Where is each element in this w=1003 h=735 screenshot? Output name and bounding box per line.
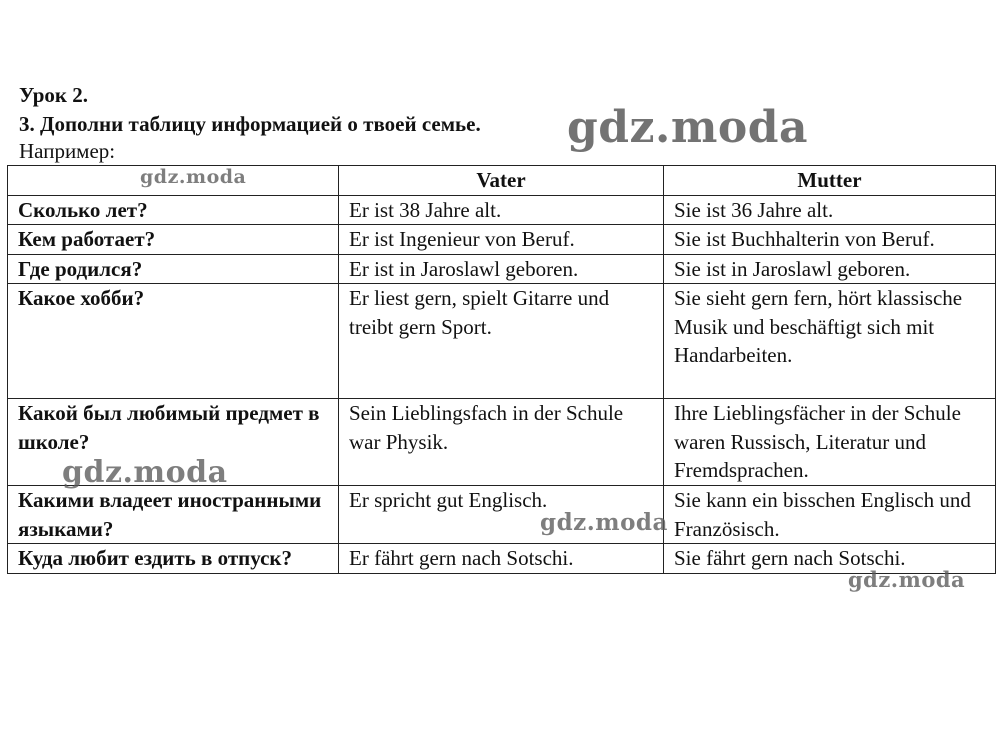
vater-answer-cell: Er ist Ingenieur von Beruf. (339, 225, 664, 255)
question-cell: Какой был любимый предмет в школе? (8, 399, 339, 486)
mutter-answer-cell: Sie fährt gern nach Sotschi. (664, 544, 996, 574)
mutter-answer-cell: Sie ist 36 Jahre alt. (664, 195, 996, 225)
task-text: 3. Дополни таблицу информацией о твоей семье. (19, 112, 481, 136)
vater-answer-cell: Er ist in Jaroslawl geboren. (339, 254, 664, 284)
watermark-right: gdz.moda (848, 567, 966, 592)
lesson-title: Урок 2. (19, 83, 88, 107)
question-cell: Какое хобби? (8, 284, 339, 399)
watermark-left: gdz.moda (62, 455, 228, 490)
vater-answer-cell: Er spricht gut Englisch. (339, 486, 664, 544)
mutter-answer-cell: Sie ist in Jaroslawl geboren. (664, 254, 996, 284)
table-row (8, 486, 996, 544)
question-cell: Сколько лет? (8, 195, 339, 225)
table-row (8, 225, 996, 255)
table-row (8, 284, 996, 399)
mutter-answer-cell: Sie kann ein bisschen Englisch und Französisch. (664, 486, 996, 544)
table-row (8, 254, 996, 284)
family-info-table (7, 165, 996, 574)
vater-answer-cell: Er liest gern, spielt Gitarre und treibt gern Sport. (339, 284, 664, 399)
header-vater: Vater (339, 166, 664, 196)
watermark-center: gdz.moda (540, 509, 668, 536)
question-cell: Где родился? (8, 254, 339, 284)
example-label: Например: (19, 139, 116, 163)
question-cell: Какими владеет иностранными языками? (8, 486, 339, 544)
table-row (8, 195, 996, 225)
vater-answer-cell: Er fährt gern nach Sotschi. (339, 544, 664, 574)
watermark-header: gdz.moda (140, 166, 247, 188)
mutter-answer-cell: Sie ist Buchhalterin von Beruf. (664, 225, 996, 255)
mutter-answer-cell: Sie sieht gern fern, hört klassische Musik und beschäftigt sich mit Handarbeiten. (664, 284, 996, 399)
watermark-large: gdz.moda (567, 102, 809, 153)
vater-answer-cell: Sein Lieblingsfach in der Schule war Physik. (339, 399, 664, 486)
question-cell: Кем работает? (8, 225, 339, 255)
header-mutter: Mutter (664, 166, 996, 196)
mutter-answer-cell: Ihre Lieblingsfächer in der Schule waren Russisch, Literatur und Fremdsprachen. (664, 399, 996, 486)
question-cell: Куда любит ездить в отпуск? (8, 544, 339, 574)
vater-answer-cell: Er ist 38 Jahre alt. (339, 195, 664, 225)
